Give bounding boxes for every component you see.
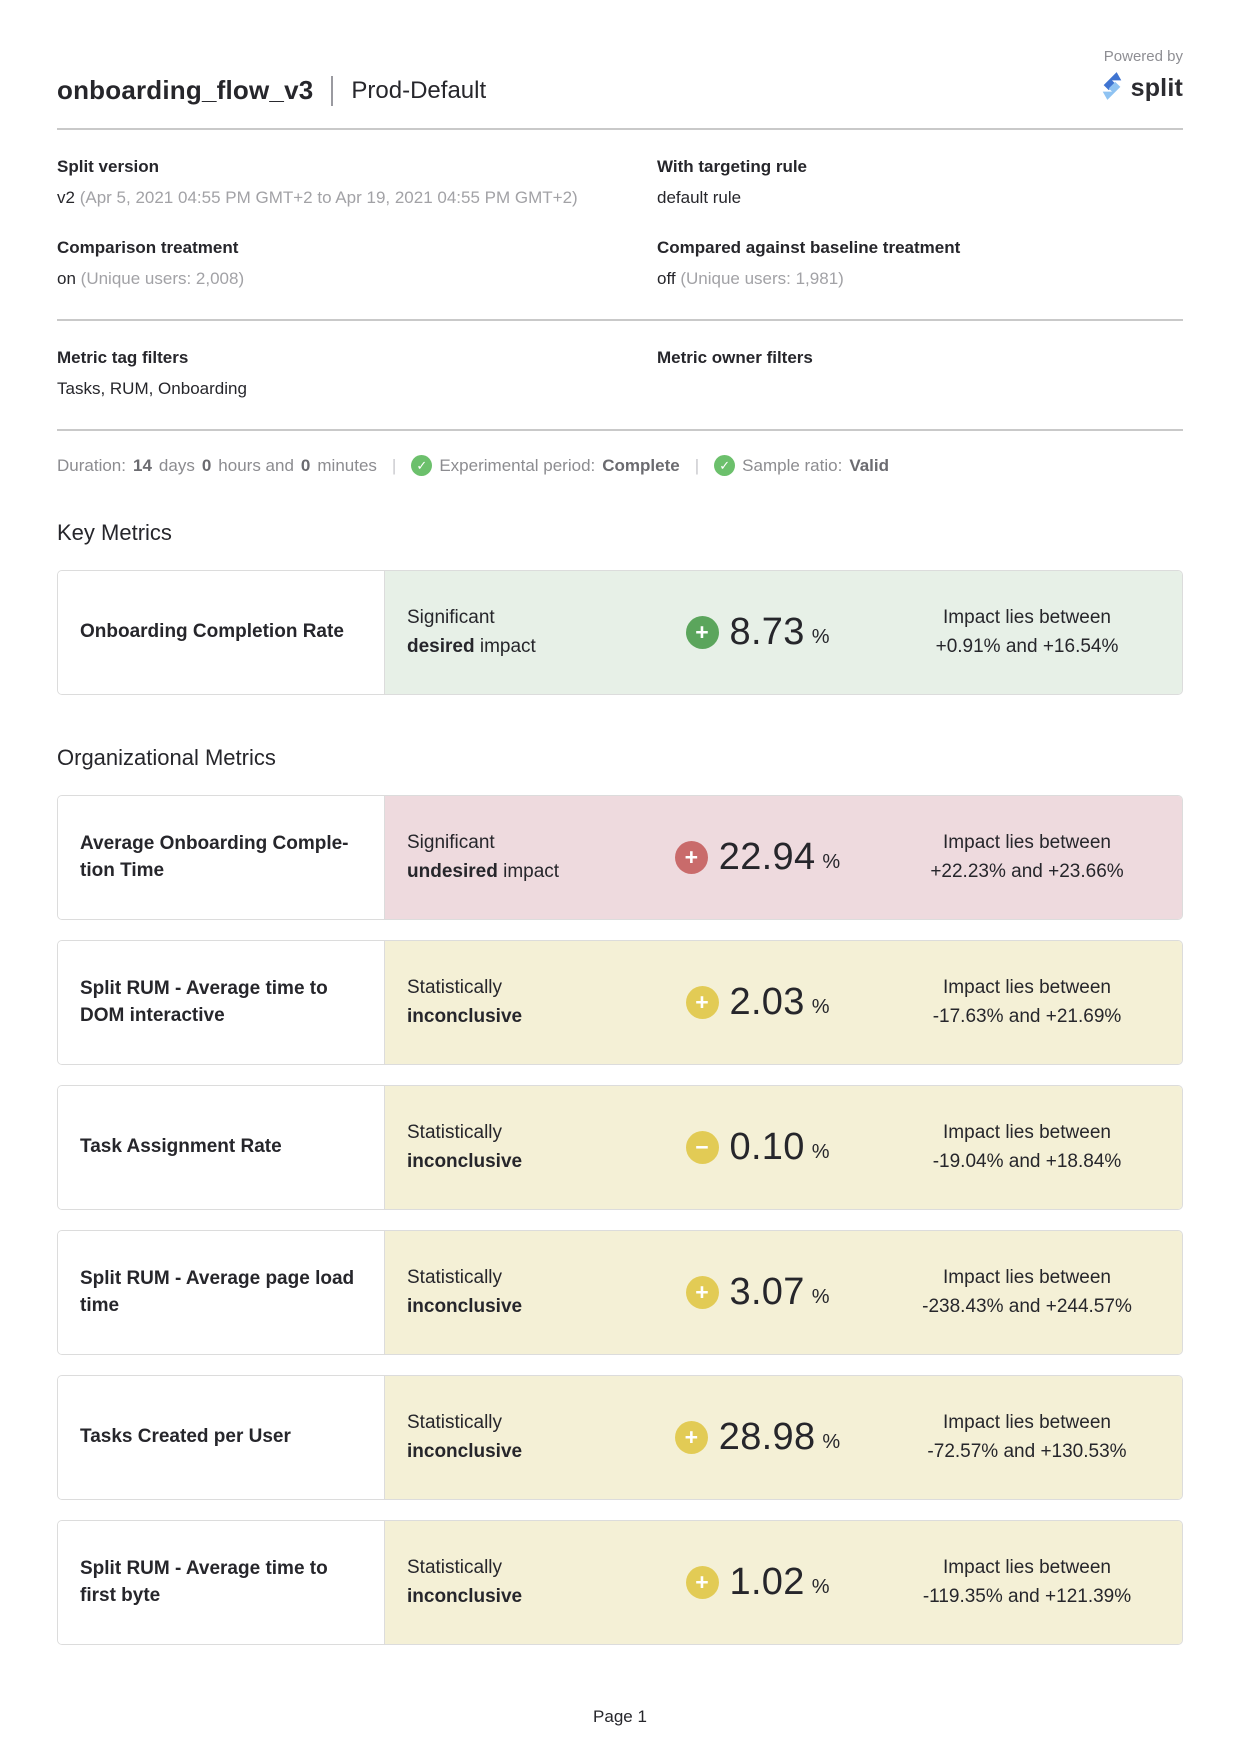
metric-name: Tasks Created per User bbox=[58, 1376, 385, 1499]
metric-name: Split RUM - Average time to first byte bbox=[58, 1521, 385, 1644]
metric-name: Split RUM - Average time to DOM interactive bbox=[58, 941, 385, 1064]
check-icon: ✓ bbox=[714, 455, 735, 476]
sample-ratio-label: Sample ratio: bbox=[742, 455, 843, 475]
check-icon: ✓ bbox=[411, 455, 432, 476]
title-separator bbox=[331, 76, 333, 106]
metric-impact-range: Impact lies between -72.57% and +130.53% bbox=[927, 1412, 1127, 1462]
plus-icon: + bbox=[686, 1276, 719, 1309]
duration-days: 14 bbox=[132, 455, 152, 475]
powered-by-label: Powered by bbox=[1103, 48, 1183, 65]
duration-label: Duration: bbox=[57, 455, 126, 475]
experiment-summary-bar: Duration: 14 days 0 hours and 0 minutes | ✓ Experimental period: Complete | ✓ Sample ratio: Valid bbox=[57, 455, 890, 475]
plus-icon: + bbox=[686, 616, 719, 649]
field-split-version bbox=[57, 157, 657, 208]
field-targeting-rule bbox=[657, 157, 1183, 208]
metric-impact-range: Impact lies between -17.63% and +21.69% bbox=[932, 977, 1122, 1027]
metric-impact-range: Impact lies between +0.91% and +16.54% bbox=[935, 607, 1119, 657]
experimental-period-value: Complete bbox=[602, 455, 680, 475]
filters-divider bbox=[57, 429, 1183, 431]
metric-value: + 8.73 % bbox=[625, 611, 890, 654]
metric-status: Statistically inconclusive bbox=[407, 1267, 523, 1317]
metric-value: − 0.10 % bbox=[625, 1126, 890, 1169]
metric-card-avg-onboarding-completion-time bbox=[57, 795, 1183, 920]
field-value: on bbox=[57, 269, 76, 288]
metric-name: Task Assignment Rate bbox=[58, 1086, 385, 1209]
metric-value: + 1.02 % bbox=[625, 1561, 890, 1604]
page-title: onboarding_flow_v3 bbox=[57, 75, 314, 105]
field-metric-owner-filters bbox=[657, 348, 1183, 399]
plus-icon: + bbox=[686, 986, 719, 1019]
field-label: Split version bbox=[57, 157, 160, 176]
field-value-muted: (Unique users: 1,981) bbox=[680, 269, 844, 288]
metric-name: Split RUM - Average page load time bbox=[58, 1231, 385, 1354]
field-label: Compared against baseline treatment bbox=[657, 238, 961, 257]
metric-value: + 3.07 % bbox=[625, 1271, 890, 1314]
metric-impact-range: Impact lies between +22.23% and +23.66% bbox=[930, 832, 1124, 882]
field-value-muted: (Apr 5, 2021 04:55 PM GMT+2 to Apr 19, 2021 04:55 PM GMT+2) bbox=[79, 188, 578, 207]
duration-hours: 0 bbox=[201, 455, 212, 475]
split-logo-icon bbox=[1099, 71, 1125, 106]
plus-icon: + bbox=[675, 1421, 708, 1454]
metric-card-rum-dom-interactive bbox=[57, 940, 1183, 1065]
metric-card-rum-time-to-first-byte bbox=[57, 1520, 1183, 1645]
field-label: Metric owner filters bbox=[657, 348, 813, 367]
plus-icon: + bbox=[686, 1566, 719, 1599]
metric-status: Statistically inconclusive bbox=[407, 1412, 523, 1462]
metric-value: + 28.98 % bbox=[625, 1416, 890, 1459]
field-value-muted: (Unique users: 2,008) bbox=[80, 269, 245, 288]
metric-status: Significant desired impact bbox=[407, 607, 536, 657]
field-value: default rule bbox=[657, 188, 742, 207]
experimental-period-label: Experimental period: bbox=[439, 455, 596, 475]
metric-card-task-assignment-rate bbox=[57, 1085, 1183, 1210]
metric-status: Statistically inconclusive bbox=[407, 1557, 523, 1607]
metric-status: Statistically inconclusive bbox=[407, 1122, 523, 1172]
field-value: v2 bbox=[57, 188, 75, 207]
page-number: Page 1 bbox=[593, 1707, 647, 1726]
metric-status: Significant undesired impact bbox=[407, 832, 560, 882]
sample-ratio-value: Valid bbox=[849, 455, 890, 475]
field-label: With targeting rule bbox=[657, 157, 808, 176]
metric-impact-range: Impact lies between -238.43% and +244.57% bbox=[922, 1267, 1132, 1317]
metric-name: Average Onboarding Completion Time bbox=[58, 796, 385, 919]
metric-impact-range: Impact lies between -19.04% and +18.84% bbox=[932, 1122, 1122, 1172]
metric-card-tasks-created-per-user bbox=[57, 1375, 1183, 1500]
metric-card-rum-page-load-time bbox=[57, 1230, 1183, 1355]
duration-minutes: 0 bbox=[300, 455, 311, 475]
experiment-meta bbox=[57, 130, 1183, 319]
metric-name: Onboarding Completion Rate bbox=[58, 571, 385, 694]
field-baseline-treatment bbox=[657, 238, 1183, 289]
field-label: Comparison treatment bbox=[57, 238, 239, 257]
field-metric-tag-filters bbox=[57, 348, 657, 399]
metric-card-onboarding-completion-rate bbox=[57, 570, 1183, 695]
metric-value: + 2.03 % bbox=[625, 981, 890, 1024]
brand-wordmark: split bbox=[1130, 74, 1183, 102]
report-header bbox=[57, 48, 1183, 106]
environment-name: Prod-Default bbox=[351, 76, 487, 104]
field-label: Metric tag filters bbox=[57, 348, 189, 367]
metric-value: + 22.94 % bbox=[625, 836, 890, 879]
plus-icon: + bbox=[675, 841, 708, 874]
field-value: Tasks, RUM, Onboarding bbox=[57, 379, 247, 398]
key-metrics-heading: Key Metrics bbox=[57, 520, 172, 545]
filters-meta bbox=[57, 321, 1183, 429]
field-comparison-treatment bbox=[57, 238, 657, 289]
minus-icon: − bbox=[686, 1131, 719, 1164]
page-footer bbox=[57, 1673, 1183, 1727]
org-metrics-heading: Organizational Metrics bbox=[57, 745, 276, 770]
metric-status: Statistically inconclusive bbox=[407, 977, 523, 1027]
field-value: off bbox=[657, 269, 676, 288]
metric-impact-range: Impact lies between -119.35% and +121.39% bbox=[922, 1557, 1132, 1607]
